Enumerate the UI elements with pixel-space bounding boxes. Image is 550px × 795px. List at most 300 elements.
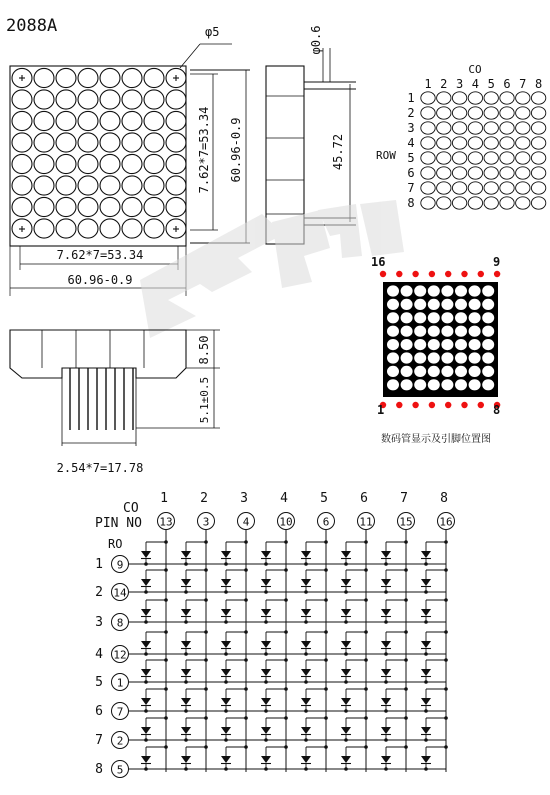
schematic-junction	[304, 562, 308, 566]
grid-dot	[500, 122, 514, 134]
front-dot	[12, 111, 32, 130]
schematic-junction	[364, 687, 368, 691]
schematic-diode-symbol	[181, 727, 191, 734]
schematic-diode-symbol	[381, 641, 391, 648]
schematic-junction	[264, 680, 268, 684]
schematic-ro-label: RO	[108, 537, 123, 551]
front-dot	[144, 219, 164, 238]
schematic-junction	[144, 562, 148, 566]
display-led	[455, 352, 467, 363]
display-led	[387, 352, 399, 363]
width-vertical-label: 60.96-0.9	[229, 117, 243, 183]
front-dot	[34, 197, 54, 216]
display-led	[414, 352, 426, 363]
display-led	[428, 299, 440, 310]
grid-dot	[437, 92, 451, 104]
schematic-diode-symbol	[221, 609, 231, 616]
grid-dot	[421, 197, 435, 209]
body-height-label: 8.50	[197, 335, 211, 365]
schematic-diode-symbol	[221, 641, 231, 648]
schematic-col-pin-number: 6	[322, 515, 330, 529]
schematic-row-pin-number: 2	[116, 734, 124, 748]
schematic-junction	[444, 687, 448, 691]
front-dot	[166, 111, 186, 130]
schematic-diode-symbol	[221, 698, 231, 705]
display-led	[414, 312, 426, 323]
schematic-junction	[144, 738, 148, 742]
schematic-row-pin-number: 14	[113, 586, 127, 600]
schematic-junction	[204, 658, 208, 662]
display-led	[469, 299, 481, 310]
schematic-junction	[204, 598, 208, 602]
front-dot	[56, 176, 76, 195]
schematic-junction	[404, 630, 408, 634]
schematic-diode-symbol	[301, 641, 311, 648]
display-led	[401, 339, 413, 350]
front-dot	[78, 219, 98, 238]
schematic-diode-symbol	[421, 579, 431, 586]
front-dot	[56, 133, 76, 152]
schematic-diode-symbol	[141, 641, 151, 648]
schematic-junction	[364, 598, 368, 602]
schematic-junction	[444, 658, 448, 662]
schematic-junction	[264, 562, 268, 566]
grid-row-number: 5	[407, 151, 415, 165]
display-led	[414, 339, 426, 350]
grid-dot	[500, 137, 514, 149]
schematic-junction	[244, 716, 248, 720]
display-led	[428, 366, 440, 377]
schematic-diode-symbol	[301, 669, 311, 676]
phi5-label: φ5	[205, 25, 220, 39]
schematic-junction	[144, 680, 148, 684]
schematic-junction	[284, 716, 288, 720]
front-dot	[144, 176, 164, 195]
grid-dot	[500, 107, 514, 119]
schematic-junction	[284, 658, 288, 662]
grid-dot	[421, 182, 435, 194]
schematic-junction	[204, 745, 208, 749]
display-led	[482, 312, 494, 323]
model-title: 2088A	[6, 16, 58, 36]
grid-dot	[516, 182, 530, 194]
display-led	[469, 352, 481, 363]
grid-dot	[421, 122, 435, 134]
grid-dot	[468, 167, 482, 179]
schematic-row-pin-number: 8	[116, 616, 124, 630]
front-dot	[100, 111, 120, 130]
grid-row-number: 8	[407, 196, 415, 210]
schematic-junction	[444, 598, 448, 602]
schematic-diode-symbol	[221, 579, 231, 586]
schematic-junction	[224, 738, 228, 742]
schematic-junction	[244, 540, 248, 544]
schematic-junction	[244, 630, 248, 634]
schematic-diode-symbol	[341, 579, 351, 586]
display-led	[455, 366, 467, 377]
schematic-junction	[284, 745, 288, 749]
grid-col-label: 3	[455, 77, 464, 91]
front-dot	[12, 133, 32, 152]
display-led	[387, 299, 399, 310]
schematic-junction	[164, 716, 168, 720]
schematic-diode-symbol	[421, 641, 431, 648]
pitch-horizontal-label: 7.62*7=53.34	[56, 248, 144, 262]
schematic-junction	[264, 652, 268, 656]
front-dot	[100, 176, 120, 195]
display-led	[455, 326, 467, 337]
display-led	[441, 366, 453, 377]
schematic-junction	[384, 738, 388, 742]
schematic-col-pin-number: 11	[359, 515, 373, 529]
grid-dot	[421, 92, 435, 104]
schematic-col-pin-number: 13	[159, 515, 173, 529]
schematic-diode-symbol	[341, 698, 351, 705]
schematic-col-number: 6	[360, 491, 368, 506]
pin-pitch-label: 2.54*7=17.78	[56, 461, 144, 475]
front-dot	[78, 154, 98, 173]
grid-dot	[452, 152, 466, 164]
front-pin-9-label: 9	[493, 255, 501, 269]
schematic-junction	[244, 598, 248, 602]
schematic-junction	[184, 709, 188, 713]
grid-col-label: 2	[440, 77, 448, 91]
schematic-junction	[224, 590, 228, 594]
schematic-row-pin-number: 5	[116, 763, 124, 777]
front-pin-dot	[445, 402, 451, 408]
front-dot	[34, 68, 54, 87]
display-led	[401, 379, 413, 390]
display-led	[441, 312, 453, 323]
schematic-matrix	[95, 491, 454, 778]
schematic-row-number: 4	[95, 647, 103, 662]
grid-dot	[468, 137, 482, 149]
schematic-junction	[344, 680, 348, 684]
schematic-junction	[404, 716, 408, 720]
schematic-junction	[184, 767, 188, 771]
grid-col-label: 4	[471, 77, 480, 91]
front-pin-dot	[478, 402, 484, 408]
schematic-diode-symbol	[141, 609, 151, 616]
front-dot	[100, 133, 120, 152]
display-led	[428, 339, 440, 350]
schematic-junction	[364, 630, 368, 634]
schematic-col-number: 2	[200, 491, 208, 506]
schematic-diode-symbol	[141, 727, 151, 734]
schematic-diode-symbol	[181, 669, 191, 676]
schematic-junction	[224, 620, 228, 624]
grid-row-number: 2	[407, 106, 415, 120]
grid-dot	[516, 197, 530, 209]
schematic-junction	[384, 590, 388, 594]
bottom-side-view	[10, 330, 220, 446]
front-dot	[56, 219, 76, 238]
grid-row-labels	[407, 91, 414, 210]
grid-dot	[516, 122, 530, 134]
schematic-diode-symbol	[261, 669, 271, 676]
schematic-junction	[184, 652, 188, 656]
display-led	[441, 285, 453, 296]
schematic-junction	[244, 658, 248, 662]
schematic-junction	[184, 738, 188, 742]
schematic-junction	[144, 767, 148, 771]
grid-dot	[421, 167, 435, 179]
grid-column-labels	[424, 77, 542, 91]
schematic-diode-symbol	[301, 698, 311, 705]
front-dot	[34, 133, 54, 152]
display-led	[469, 379, 481, 390]
grid-dot	[500, 182, 514, 194]
schematic-junction	[144, 590, 148, 594]
schematic-diode-symbol	[181, 641, 191, 648]
schematic-row-number: 7	[95, 733, 103, 748]
front-bottom-pins	[380, 402, 501, 408]
schematic-junction	[384, 562, 388, 566]
schematic-junction	[444, 630, 448, 634]
schematic-junction	[444, 568, 448, 572]
display-led	[469, 326, 481, 337]
display-led	[401, 312, 413, 323]
front-pin-dot	[461, 402, 467, 408]
grid-dot	[484, 107, 498, 119]
schematic-junction	[284, 687, 288, 691]
front-dot	[100, 219, 120, 238]
front-dot	[144, 90, 164, 109]
schematic-diode-symbol	[341, 609, 351, 616]
grid-dot	[484, 182, 498, 194]
display-led	[387, 379, 399, 390]
schematic-diode-symbol	[261, 551, 271, 558]
grid-dot	[452, 197, 466, 209]
schematic-diode-symbol	[141, 698, 151, 705]
front-dot	[122, 197, 142, 216]
front-dot	[166, 154, 186, 173]
display-led	[387, 285, 399, 296]
front-dot	[34, 111, 54, 130]
front-dot	[78, 90, 98, 109]
front-dot	[122, 133, 142, 152]
grid-dot	[421, 152, 435, 164]
schematic-junction	[344, 620, 348, 624]
schematic-junction	[304, 590, 308, 594]
display-led	[414, 366, 426, 377]
grid-dot	[516, 92, 530, 104]
schematic-diode-symbol	[381, 756, 391, 763]
schematic-col-pin-number: 15	[399, 515, 413, 529]
display-led	[414, 285, 426, 296]
schematic-diode-symbol	[341, 669, 351, 676]
schematic-junction	[424, 620, 428, 624]
schematic-junction	[164, 658, 168, 662]
schematic-col-pin-number: 10	[279, 515, 293, 529]
schematic-junction	[164, 745, 168, 749]
front-pin-dot	[429, 402, 435, 408]
schematic-diode-symbol	[141, 551, 151, 558]
schematic-diode-symbol	[341, 641, 351, 648]
display-led	[482, 285, 494, 296]
display-led	[401, 366, 413, 377]
display-front-panel	[383, 282, 498, 397]
front-dot	[78, 176, 98, 195]
schematic-col-number: 7	[400, 491, 408, 506]
front-dot	[56, 111, 76, 130]
grid-dot	[437, 167, 451, 179]
schematic-junction	[424, 709, 428, 713]
schematic-row-pin-number: 1	[116, 676, 124, 690]
grid-row-number: 7	[407, 181, 415, 195]
schematic-junction	[324, 687, 328, 691]
front-dot	[166, 197, 186, 216]
grid-col-label: 7	[519, 77, 527, 91]
front-dot	[144, 197, 164, 216]
front-pin-dot	[412, 271, 418, 277]
schematic-junction	[264, 709, 268, 713]
schematic-junction	[424, 767, 428, 771]
grid-dot	[516, 137, 530, 149]
display-led	[441, 379, 453, 390]
front-dot	[144, 154, 164, 173]
front-dot	[122, 111, 142, 130]
front-dot	[56, 68, 76, 87]
schematic-diode-symbol	[421, 669, 431, 676]
schematic-junction	[344, 709, 348, 713]
schematic-col-pin-number: 4	[242, 515, 250, 529]
grid-dot	[531, 167, 545, 179]
front-dot	[12, 176, 32, 195]
front-dot	[100, 90, 120, 109]
schematic-junction	[164, 540, 168, 544]
schematic-diode-symbol	[261, 698, 271, 705]
schematic-junction	[404, 598, 408, 602]
grid-dot	[421, 137, 435, 149]
schematic-diode-symbol	[301, 579, 311, 586]
schematic-junction	[224, 562, 228, 566]
schematic-diode-symbol	[261, 609, 271, 616]
schematic-junction	[204, 630, 208, 634]
schematic-diode-symbol	[181, 551, 191, 558]
schematic-junction	[364, 568, 368, 572]
display-led	[469, 285, 481, 296]
schematic-junction	[304, 709, 308, 713]
schematic-diode-symbol	[301, 551, 311, 558]
grid-dot	[516, 152, 530, 164]
display-led	[428, 352, 440, 363]
front-dot	[34, 90, 54, 109]
schematic-diode-symbol	[181, 609, 191, 616]
schematic-row-number: 2	[95, 585, 103, 600]
grid-dot	[500, 167, 514, 179]
schematic-junction	[344, 738, 348, 742]
front-caption: 数码管显示及引脚位置图	[381, 434, 491, 445]
schematic-junction	[224, 767, 228, 771]
grid-dot	[531, 152, 545, 164]
schematic-diode-symbol	[141, 669, 151, 676]
front-pin-dot	[494, 271, 500, 277]
front-dot	[12, 154, 32, 173]
display-led	[482, 299, 494, 310]
front-dot	[78, 111, 98, 130]
schematic-diode-symbol	[381, 551, 391, 558]
schematic-diode-symbol	[381, 698, 391, 705]
grid-col-label: 6	[503, 77, 511, 91]
schematic-junction	[364, 745, 368, 749]
schematic-diode-symbol	[181, 756, 191, 763]
schematic-diode-symbol	[261, 727, 271, 734]
grid-dot	[437, 137, 451, 149]
schematic-junction	[164, 598, 168, 602]
display-led	[414, 299, 426, 310]
schematic-junction	[284, 540, 288, 544]
grid-dot	[452, 122, 466, 134]
front-dot	[166, 90, 186, 109]
schematic-row-number: 1	[95, 557, 103, 572]
schematic-junction	[164, 630, 168, 634]
display-led	[455, 339, 467, 350]
schematic-junction	[384, 652, 388, 656]
side-height-label: 45.72	[331, 133, 345, 171]
grid-col-label: 1	[424, 77, 432, 91]
front-dot	[166, 133, 186, 152]
schematic-diode-symbol	[381, 579, 391, 586]
schematic-junction	[184, 590, 188, 594]
grid-dot	[437, 122, 451, 134]
schematic-junction	[324, 540, 328, 544]
display-led	[441, 299, 453, 310]
display-led	[469, 312, 481, 323]
display-led	[441, 339, 453, 350]
grid-dot	[484, 92, 498, 104]
schematic-diode-symbol	[221, 727, 231, 734]
display-led	[387, 312, 399, 323]
schematic-diode-symbol	[421, 727, 431, 734]
schematic-diode-symbol	[421, 551, 431, 558]
schematic-junction	[344, 562, 348, 566]
grid-dot	[468, 152, 482, 164]
pin-length-label: 5.1±0.5	[198, 376, 211, 424]
schematic-junction	[344, 590, 348, 594]
display-led	[428, 326, 440, 337]
grid-dot	[484, 167, 498, 179]
schematic-junction	[184, 680, 188, 684]
display-led	[387, 366, 399, 377]
grid-co-label: CO	[468, 63, 482, 76]
display-led	[455, 285, 467, 296]
schematic-junction	[404, 658, 408, 662]
display-led	[401, 326, 413, 337]
schematic-row-number: 5	[95, 675, 103, 690]
front-top-pins	[380, 271, 501, 277]
front-dot	[34, 176, 54, 195]
display-led	[469, 366, 481, 377]
grid-dot	[468, 197, 482, 209]
schematic-diode-symbol	[381, 669, 391, 676]
schematic-row-number: 6	[95, 704, 103, 719]
schematic-row-pin-number: 9	[116, 558, 124, 572]
schematic-row-pin-number: 12	[113, 648, 127, 662]
schematic-junction	[204, 716, 208, 720]
display-led	[441, 326, 453, 337]
schematic-junction	[284, 630, 288, 634]
display-led	[482, 339, 494, 350]
grid-dot-matrix	[421, 92, 546, 209]
schematic-diode-symbol	[341, 551, 351, 558]
front-dot	[78, 133, 98, 152]
schematic-col-pin-number: 3	[202, 515, 210, 529]
front-pin-dot	[412, 402, 418, 408]
grid-dot	[484, 152, 498, 164]
schematic-junction	[304, 652, 308, 656]
grid-dot	[452, 137, 466, 149]
